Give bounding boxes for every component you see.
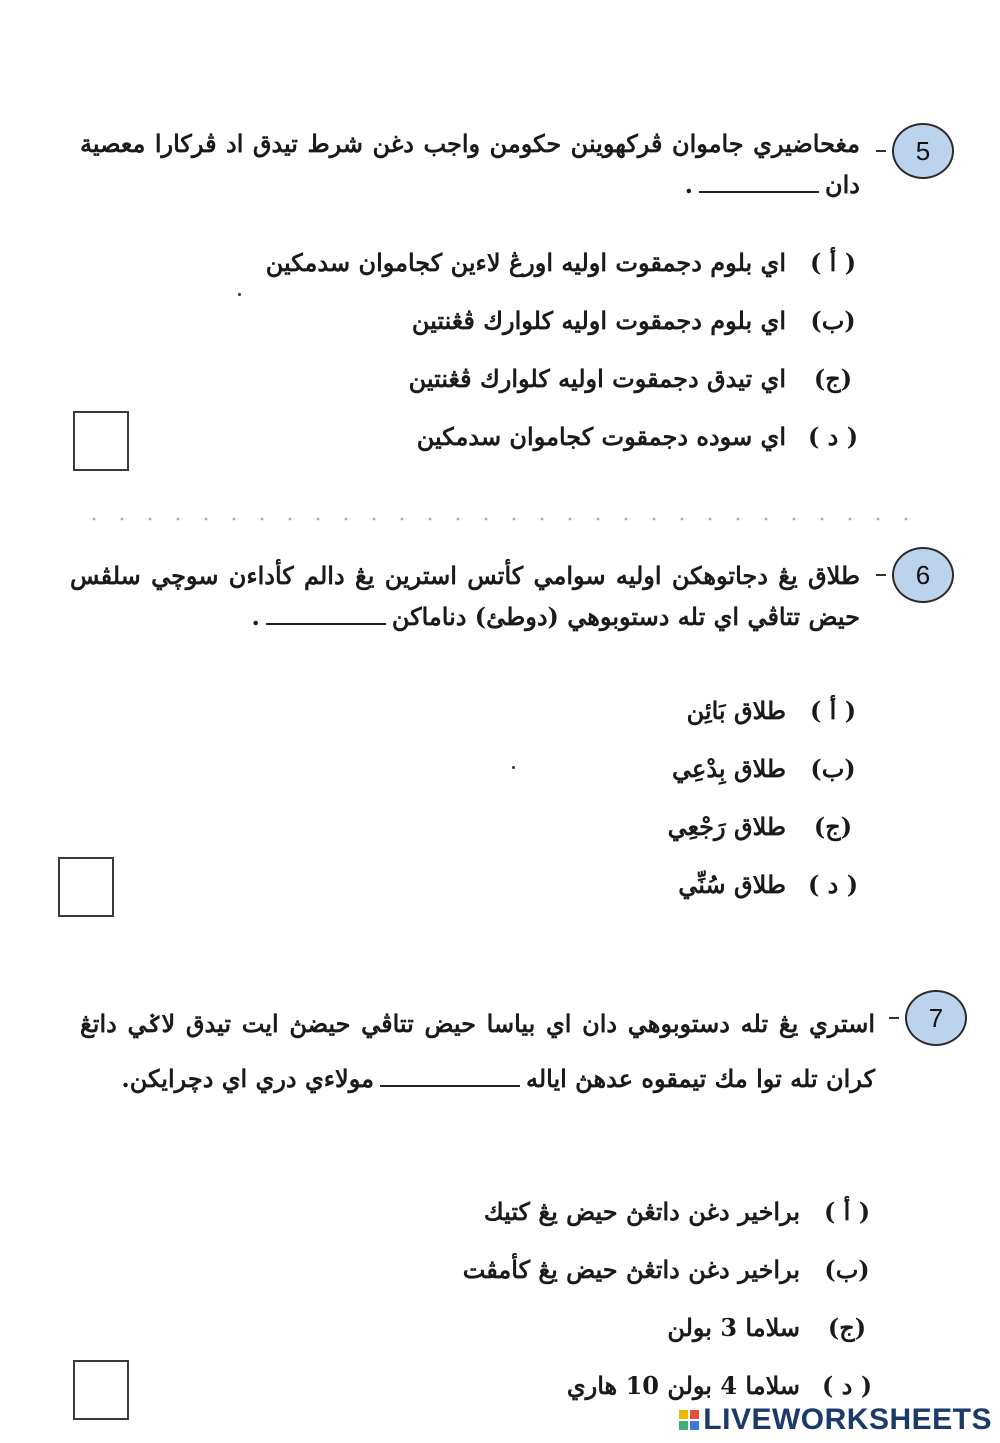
question-5-option-d: ( د )اي سوده دجمقوت كجاموان سدمكين [416,422,859,451]
question-5-answer-box[interactable] [73,411,129,471]
number-dash [876,150,886,152]
question-6-option-a: ( أ )طلاق بَائِن [686,696,857,725]
scan-speck [238,293,241,296]
liveworksheets-logo: LIVEWORKSHEETS [679,1403,992,1437]
answer-blank [380,1067,520,1087]
number-dash [876,574,886,576]
question-7-answer-box[interactable] [73,1360,129,1420]
question-7-option-d: ( د )سلاما 4 بولن 10 هاري [566,1371,873,1400]
question-7-stem: استري يڠ تله دستوبوهي دان اي بياسا حيض تتاڤي حيضڽ ايت تيدق لاݢي داتڠ كران تله توا مك تيمقوه عدهڽ ايالهمولاءي دري اي دچرايكن. [80,1009,875,1094]
question-6-option-b: (ب)طلاق بِدْعِي [672,754,856,783]
logo-grid-icon [679,1410,699,1430]
scan-speck [512,766,515,769]
question-number-badge: 5 [892,123,954,179]
question-6-stem: طلاق يڠ دجاتوهكن اوليه سوامي كأتس استرين يڠ دالم كأداءن سوچي سلڤس حيض تتاڤي اي تله دستوبوهي (دوطئ) دناماكن. [70,561,860,631]
question-5-option-c: (ج)اي تيدق دجمقوت اوليه كلوارك ڤڠنتين [408,364,853,393]
question-5-option-a: ( أ )اي بلوم دجمقوت اوليه اورڠ لاءين كجاموان سدمكين [265,248,857,277]
scan-cut-line [80,516,930,522]
question-7-option-c: (ج)سلاما 3 بولن [667,1313,867,1342]
answer-blank [699,173,819,193]
question-6-option-c: (ج)طلاق رَجْعِي [667,812,853,841]
question-number-badge: 6 [892,547,954,603]
question-6-answer-box[interactable] [58,857,114,917]
question-7-option-b: (ب)براخير دغن داتڠڽ حيض يڠ كأمڤت [462,1255,870,1284]
answer-blank [266,605,386,625]
question-7-option-a: ( أ )براخير دغن داتڠڽ حيض يڠ كتيك [483,1197,871,1226]
question-5-option-b: (ب)اي بلوم دجمقوت اوليه كلوارك ڤڠنتين [411,306,856,335]
number-dash [889,1017,899,1019]
question-5-stem: مغحاضيري جاموان ڤركهوينن حكومن واجب دغن شرط تيدق اد ڤركارا معصية دان. [80,129,860,199]
question-number-badge: 7 [905,990,967,1046]
question-6-option-d: ( د )طلاق سُنِّي [678,870,859,899]
